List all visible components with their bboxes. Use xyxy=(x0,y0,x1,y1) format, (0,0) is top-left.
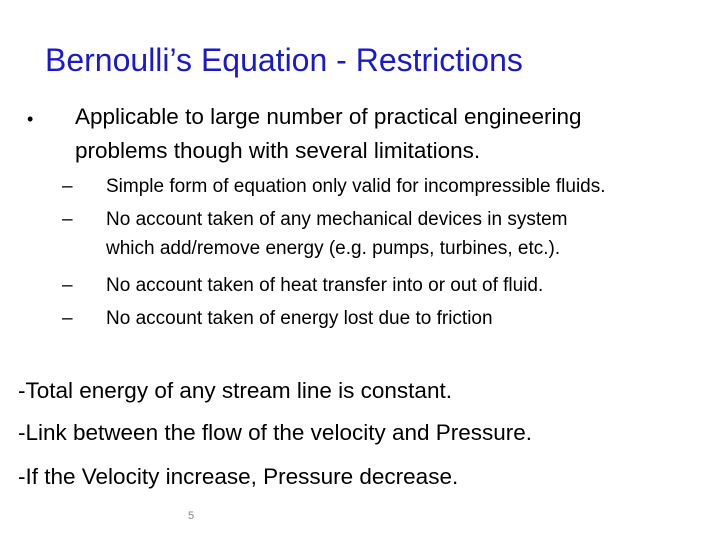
bullet-icon: • xyxy=(27,109,34,129)
dash-icon: – xyxy=(62,308,73,329)
slide-number: 5 xyxy=(188,510,195,522)
bullet-text-line-2: problems though with several limitations. xyxy=(75,138,481,163)
note-line: -Total energy of any stream line is constant. xyxy=(18,378,452,403)
sub-item-text: No account taken of heat transfer into or out of fluid. xyxy=(106,275,544,296)
sub-item-text: Simple form of equation only valid for incompressible fluids. xyxy=(106,176,606,197)
note-line: -Link between the flow of the velocity and Pressure. xyxy=(18,420,533,445)
dash-icon: – xyxy=(62,209,73,230)
note-line: -If the Velocity increase, Pressure decrease. xyxy=(18,464,459,489)
sub-item-text: No account taken of energy lost due to friction xyxy=(106,308,493,329)
sub-item-text: No account taken of any mechanical devices in system xyxy=(106,209,568,230)
dash-icon: – xyxy=(62,176,73,197)
dash-icon: – xyxy=(62,275,73,296)
bullet-text-line-1: Applicable to large number of practical engineering xyxy=(75,104,582,129)
slide-title: Bernoulli’s Equation - Restrictions xyxy=(45,42,523,78)
sub-item-text-line-2: which add/remove energy (e.g. pumps, turbines, etc.). xyxy=(106,238,561,259)
